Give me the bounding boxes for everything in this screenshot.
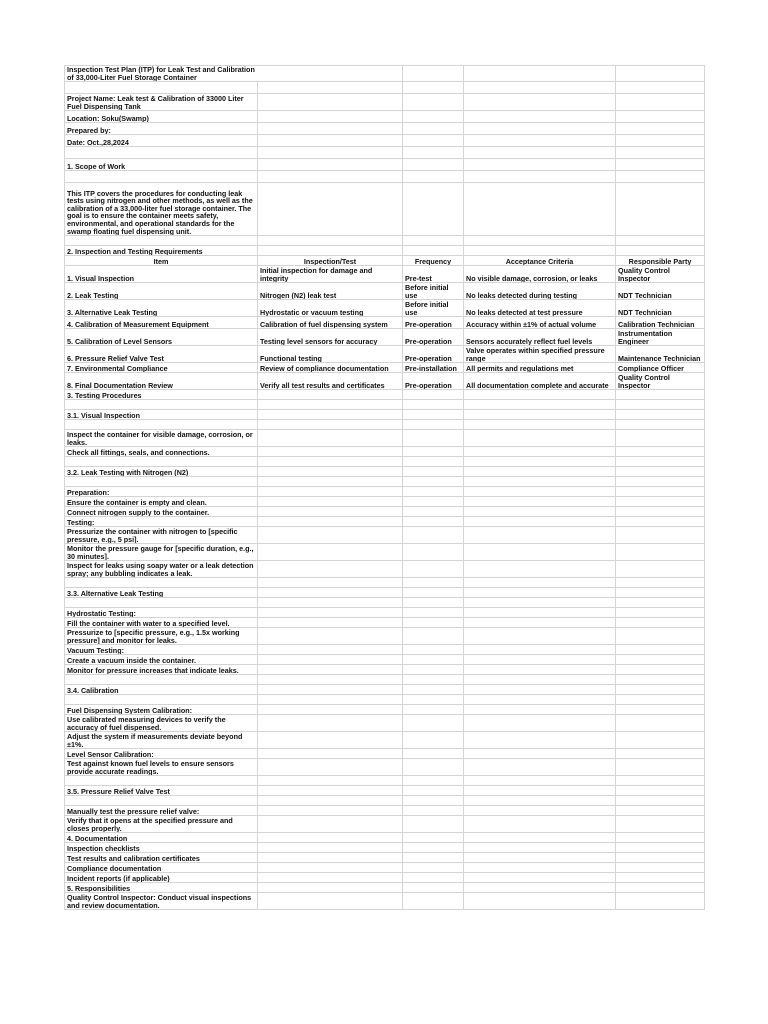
project-location: Location: Soku(Swamp) <box>65 111 258 123</box>
table-row <box>65 317 705 329</box>
frequency-cell: Pre-operation <box>403 373 464 390</box>
procedure-line: Pressurize the container with nitrogen to [specific pressure, e.g., 5 psi]. <box>65 527 258 544</box>
item-cell: 1. Visual Inspection <box>65 266 258 283</box>
procedure-line: Hydrostatic Testing: <box>65 608 258 618</box>
column-header-item: Item <box>65 256 258 266</box>
criteria-cell: No leaks detected during testing <box>464 283 616 300</box>
test-cell: Functional testing <box>258 346 403 363</box>
procedure-line: Inspect the container for visible damage, corrosion, or leaks. <box>65 430 258 447</box>
column-header-responsible: Responsible Party <box>616 256 705 266</box>
criteria-cell: Accuracy within ±1% of actual volume <box>464 317 616 329</box>
criteria-cell: No leaks detected at test pressure <box>464 300 616 317</box>
criteria-cell: No visible damage, corrosion, or leaks <box>464 266 616 283</box>
test-cell: Hydrostatic or vacuum testing <box>258 300 403 317</box>
procedure-line: Connect nitrogen supply to the container. <box>65 507 258 517</box>
party-cell: Compliance Officer <box>616 363 705 373</box>
procedure-line: Fill the container with water to a specified level. <box>65 618 258 628</box>
party-cell: Quality Control Inspector <box>616 373 705 390</box>
documentation-item: Compliance documentation <box>65 863 258 873</box>
item-cell: 2. Leak Testing <box>65 283 258 300</box>
table-row <box>65 300 705 317</box>
responsibility-line: Quality Control Inspector: Conduct visual inspections and review documentation. <box>65 893 258 910</box>
documentation-item: Inspection checklists <box>65 843 258 853</box>
column-header-frequency: Frequency <box>403 256 464 266</box>
item-cell: 6. Pressure Relief Valve Test <box>65 346 258 363</box>
criteria-cell: Sensors accurately reflect fuel levels <box>464 329 616 346</box>
criteria-cell: All permits and regulations met <box>464 363 616 373</box>
table-row <box>65 346 705 363</box>
table-row <box>65 373 705 390</box>
documentation-item: Test results and calibration certificates <box>65 853 258 863</box>
party-cell: Maintenance Technician <box>616 346 705 363</box>
nitrogen-test-heading: 3.2. Leak Testing with Nitrogen (N2) <box>65 467 258 477</box>
procedure-line: Create a vacuum inside the container. <box>65 655 258 665</box>
test-cell: Calibration of fuel dispensing system <box>258 317 403 329</box>
frequency-cell: Pre-operation <box>403 346 464 363</box>
party-cell: Quality Control Inspector <box>616 266 705 283</box>
calibration-heading: 3.4. Calibration <box>65 685 258 695</box>
criteria-cell: Valve operates within specified pressure range <box>464 346 616 363</box>
procedure-line: Manually test the pressure relief valve: <box>65 806 258 816</box>
procedure-line: Monitor for pressure increases that indicate leaks. <box>65 665 258 675</box>
procedure-line: Check all fittings, seals, and connections. <box>65 447 258 457</box>
prepared-by: Prepared by: <box>65 123 258 135</box>
test-cell: Nitrogen (N2) leak test <box>258 283 403 300</box>
procedures-heading: 3. Testing Procedures <box>65 390 258 400</box>
project-name: Project Name: Leak test & Calibration of 33000 Liter Fuel Dispensing Tank <box>65 94 258 111</box>
procedure-line: Ensure the container is empty and clean. <box>65 497 258 507</box>
table-row <box>65 266 705 283</box>
scope-heading: 1. Scope of Work <box>65 159 258 171</box>
procedure-line: Monitor the pressure gauge for [specific duration, e.g., 30 minutes]. <box>65 544 258 561</box>
item-cell: 7. Environmental Compliance <box>65 363 258 373</box>
item-cell: 4. Calibration of Measurement Equipment <box>65 317 258 329</box>
item-cell: 8. Final Documentation Review <box>65 373 258 390</box>
column-header-acceptance: Acceptance Criteria <box>464 256 616 266</box>
item-cell: 5. Calibration of Level Sensors <box>65 329 258 346</box>
document-title: Inspection Test Plan (ITP) for Leak Test and Calibration of 33,000-Liter Fuel Storage Container <box>65 66 258 82</box>
party-cell: Calibration Technician <box>616 317 705 329</box>
requirements-heading: 2. Inspection and Testing Requirements <box>65 246 258 256</box>
procedure-line: Preparation: <box>65 487 258 497</box>
itp-spreadsheet <box>64 65 705 910</box>
frequency-cell: Pre-test <box>403 266 464 283</box>
frequency-cell: Before initial use <box>403 283 464 300</box>
party-cell: Instrumentation Engineer <box>616 329 705 346</box>
item-cell: 3. Alternative Leak Testing <box>65 300 258 317</box>
frequency-cell: Before initial use <box>403 300 464 317</box>
frequency-cell: Pre-operation <box>403 329 464 346</box>
party-cell: NDT Technician <box>616 300 705 317</box>
party-cell: NDT Technician <box>616 283 705 300</box>
test-cell: Initial inspection for damage and integrity <box>258 266 403 283</box>
procedure-line: Fuel Dispensing System Calibration: <box>65 705 258 715</box>
table-row <box>65 363 705 373</box>
test-cell: Verify all test results and certificates <box>258 373 403 390</box>
alternative-test-heading: 3.3. Alternative Leak Testing <box>65 588 258 598</box>
responsibilities-heading: 5. Responsibilities <box>65 883 258 893</box>
procedure-line: Test against known fuel levels to ensure sensors provide accurate readings. <box>65 759 258 776</box>
date: Date: Oct.,28,2024 <box>65 135 258 147</box>
procedure-line: Vacuum Testing: <box>65 645 258 655</box>
procedure-line: Level Sensor Calibration: <box>65 749 258 759</box>
documentation-heading: 4. Documentation <box>65 833 258 843</box>
column-header-inspection: Inspection/Test <box>258 256 403 266</box>
relief-valve-heading: 3.5. Pressure Relief Valve Test <box>65 786 258 796</box>
visual-inspection-heading: 3.1. Visual Inspection <box>65 410 258 420</box>
procedure-line: Adjust the system if measurements deviate beyond ±1%. <box>65 732 258 749</box>
criteria-cell: All documentation complete and accurate <box>464 373 616 390</box>
procedure-line: Use calibrated measuring devices to verify the accuracy of fuel dispensed. <box>65 715 258 732</box>
procedure-line: Testing: <box>65 517 258 527</box>
table-row <box>65 329 705 346</box>
test-cell: Testing level sensors for accuracy <box>258 329 403 346</box>
procedure-line: Pressurize to [specific pressure, e.g., 1.5x working pressure] and monitor for leaks. <box>65 628 258 645</box>
table-row <box>65 283 705 300</box>
scope-text: This ITP covers the procedures for conducting leak tests using nitrogen and other methods, as well as the calibration of a 33,000-liter fuel storage container. The goal is to ensure the container meets safety, environmental, and operational standards for the swamp floating fuel dispensing unit. <box>65 183 258 236</box>
documentation-item: Incident reports (if applicable) <box>65 873 258 883</box>
frequency-cell: Pre-operation <box>403 317 464 329</box>
frequency-cell: Pre-installation <box>403 363 464 373</box>
test-cell: Review of compliance documentation <box>258 363 403 373</box>
procedure-line: Verify that it opens at the specified pressure and closes properly. <box>65 816 258 833</box>
procedure-line: Inspect for leaks using soapy water or a leak detection spray; any bubbling indicates a leak. <box>65 561 258 578</box>
